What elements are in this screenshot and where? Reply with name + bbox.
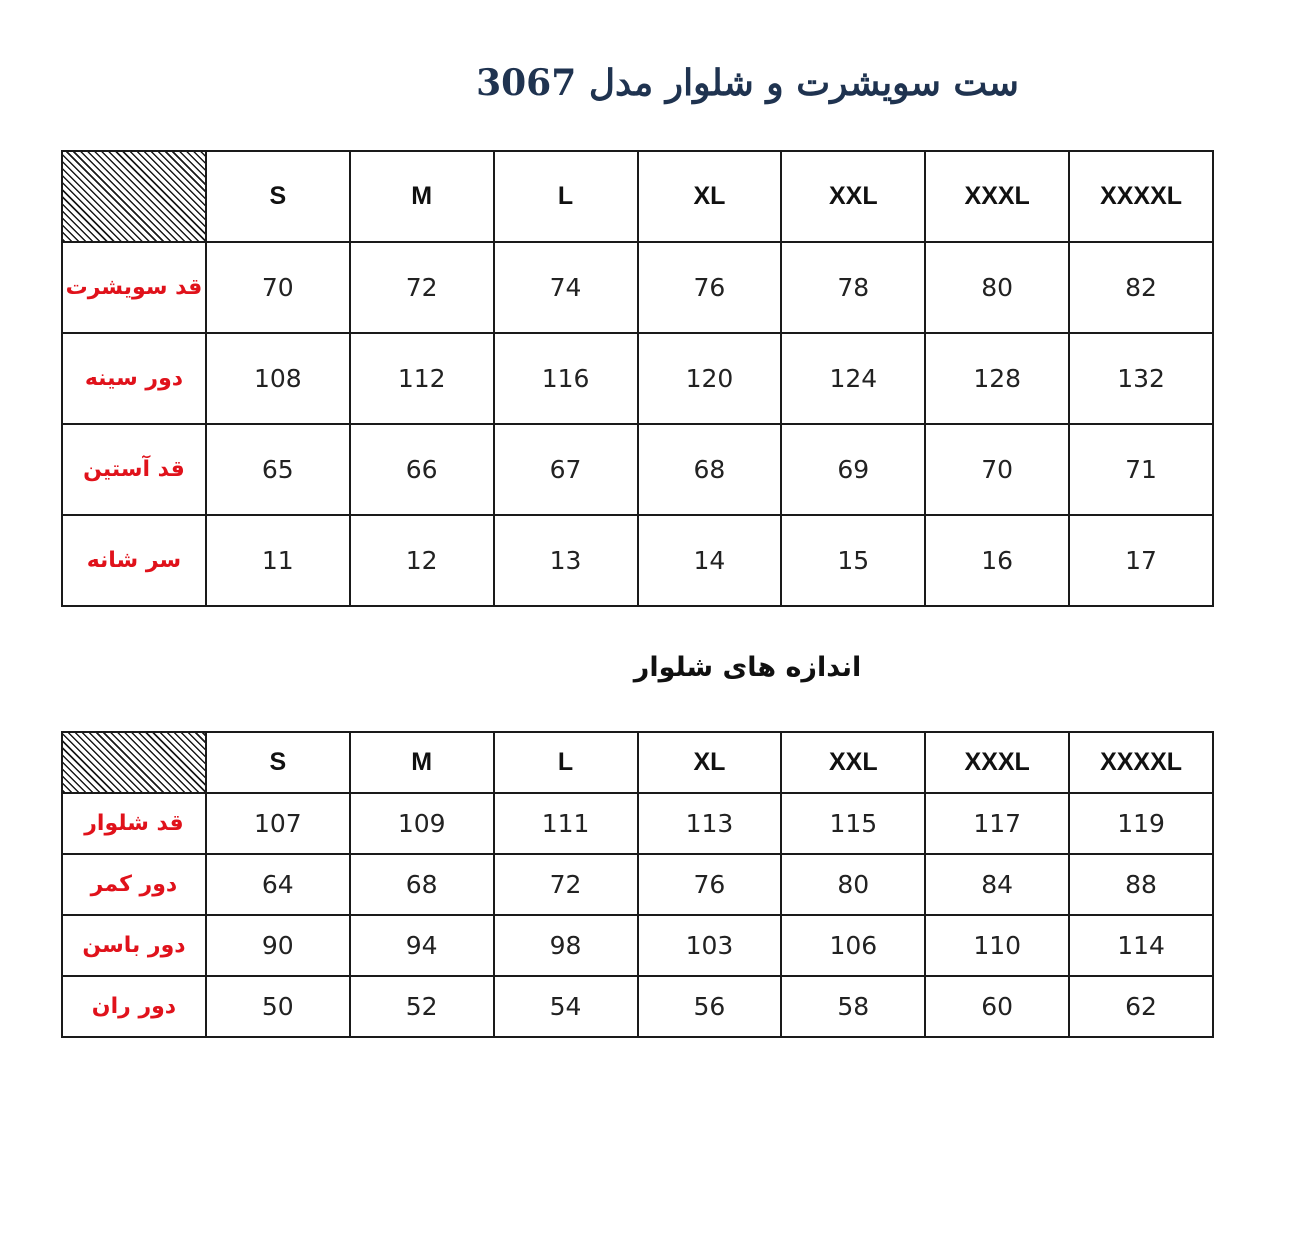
table-cell: 98 — [494, 915, 638, 976]
size-header: XXXXL — [1069, 732, 1213, 793]
table-cell: 109 — [350, 793, 494, 854]
size-header: XXXL — [925, 151, 1069, 242]
table-cell: 13 — [494, 515, 638, 606]
table-row — [62, 424, 1213, 515]
table-row — [62, 515, 1213, 606]
hatched-corner-cell — [62, 732, 206, 793]
table-cell: 68 — [638, 424, 782, 515]
size-header: M — [350, 732, 494, 793]
table-cell: 76 — [638, 854, 782, 915]
table-header-row — [62, 151, 1213, 242]
table-cell: 80 — [781, 854, 925, 915]
table-cell: 115 — [781, 793, 925, 854]
table-cell: 64 — [206, 854, 350, 915]
table-row — [62, 976, 1213, 1037]
table-row — [62, 854, 1213, 915]
table-row — [62, 333, 1213, 424]
size-header: M — [350, 151, 494, 242]
table-cell: 66 — [350, 424, 494, 515]
size-header: L — [494, 151, 638, 242]
table-cell: 62 — [1069, 976, 1213, 1037]
row-label: دور ران — [62, 976, 206, 1037]
table-cell: 124 — [781, 333, 925, 424]
table-cell: 58 — [781, 976, 925, 1037]
table-cell: 17 — [1069, 515, 1213, 606]
size-header: L — [494, 732, 638, 793]
table-cell: 69 — [781, 424, 925, 515]
size-header: S — [206, 151, 350, 242]
table-cell: 54 — [494, 976, 638, 1037]
table-cell: 68 — [350, 854, 494, 915]
pants-size-table — [61, 731, 1214, 1038]
hoodie-size-table — [61, 150, 1214, 607]
table-cell: 106 — [781, 915, 925, 976]
size-header: XXXL — [925, 732, 1069, 793]
table-cell: 120 — [638, 333, 782, 424]
table-cell: 114 — [1069, 915, 1213, 976]
table-cell: 76 — [638, 242, 782, 333]
table-cell: 113 — [638, 793, 782, 854]
table-cell: 70 — [925, 424, 1069, 515]
table-cell: 16 — [925, 515, 1069, 606]
page-title: ست سویشرت و شلوار مدل 3067 — [476, 62, 1019, 104]
table-cell: 94 — [350, 915, 494, 976]
table-cell: 56 — [638, 976, 782, 1037]
table-cell: 90 — [206, 915, 350, 976]
table-cell: 74 — [494, 242, 638, 333]
table-cell: 67 — [494, 424, 638, 515]
table-header-row — [62, 732, 1213, 793]
table-cell: 107 — [206, 793, 350, 854]
table-cell: 88 — [1069, 854, 1213, 915]
table-cell: 112 — [350, 333, 494, 424]
table-cell: 84 — [925, 854, 1069, 915]
table-cell: 110 — [925, 915, 1069, 976]
table-cell: 82 — [1069, 242, 1213, 333]
table-cell: 71 — [1069, 424, 1213, 515]
table-cell: 52 — [350, 976, 494, 1037]
table-cell: 78 — [781, 242, 925, 333]
table-cell: 14 — [638, 515, 782, 606]
table-cell: 15 — [781, 515, 925, 606]
table-cell: 72 — [350, 242, 494, 333]
row-label: قد آستین — [62, 424, 206, 515]
table-cell: 12 — [350, 515, 494, 606]
table-cell: 128 — [925, 333, 1069, 424]
row-label: دور سینه — [62, 333, 206, 424]
table-cell: 111 — [494, 793, 638, 854]
table-cell: 11 — [206, 515, 350, 606]
table-cell: 116 — [494, 333, 638, 424]
table-cell: 72 — [494, 854, 638, 915]
table-cell: 65 — [206, 424, 350, 515]
size-header: XXL — [781, 732, 925, 793]
size-header: XXL — [781, 151, 925, 242]
table-row — [62, 793, 1213, 854]
size-header: S — [206, 732, 350, 793]
table-cell: 60 — [925, 976, 1069, 1037]
table-cell: 117 — [925, 793, 1069, 854]
row-label: سر شانه — [62, 515, 206, 606]
row-label: قد شلوار — [62, 793, 206, 854]
row-label: دور باسن — [62, 915, 206, 976]
size-header: XL — [638, 151, 782, 242]
row-label: قد سویشرت — [62, 242, 206, 333]
table-cell: 80 — [925, 242, 1069, 333]
size-header: XXXXL — [1069, 151, 1213, 242]
table-cell: 50 — [206, 976, 350, 1037]
table-cell: 119 — [1069, 793, 1213, 854]
table-cell: 70 — [206, 242, 350, 333]
table-cell: 108 — [206, 333, 350, 424]
table-cell: 103 — [638, 915, 782, 976]
row-label: دور کمر — [62, 854, 206, 915]
hatched-corner-cell — [62, 151, 206, 242]
table-row — [62, 242, 1213, 333]
table-row — [62, 915, 1213, 976]
table-cell: 132 — [1069, 333, 1213, 424]
pants-section-title: اندازه های شلوار — [633, 652, 862, 683]
size-header: XL — [638, 732, 782, 793]
